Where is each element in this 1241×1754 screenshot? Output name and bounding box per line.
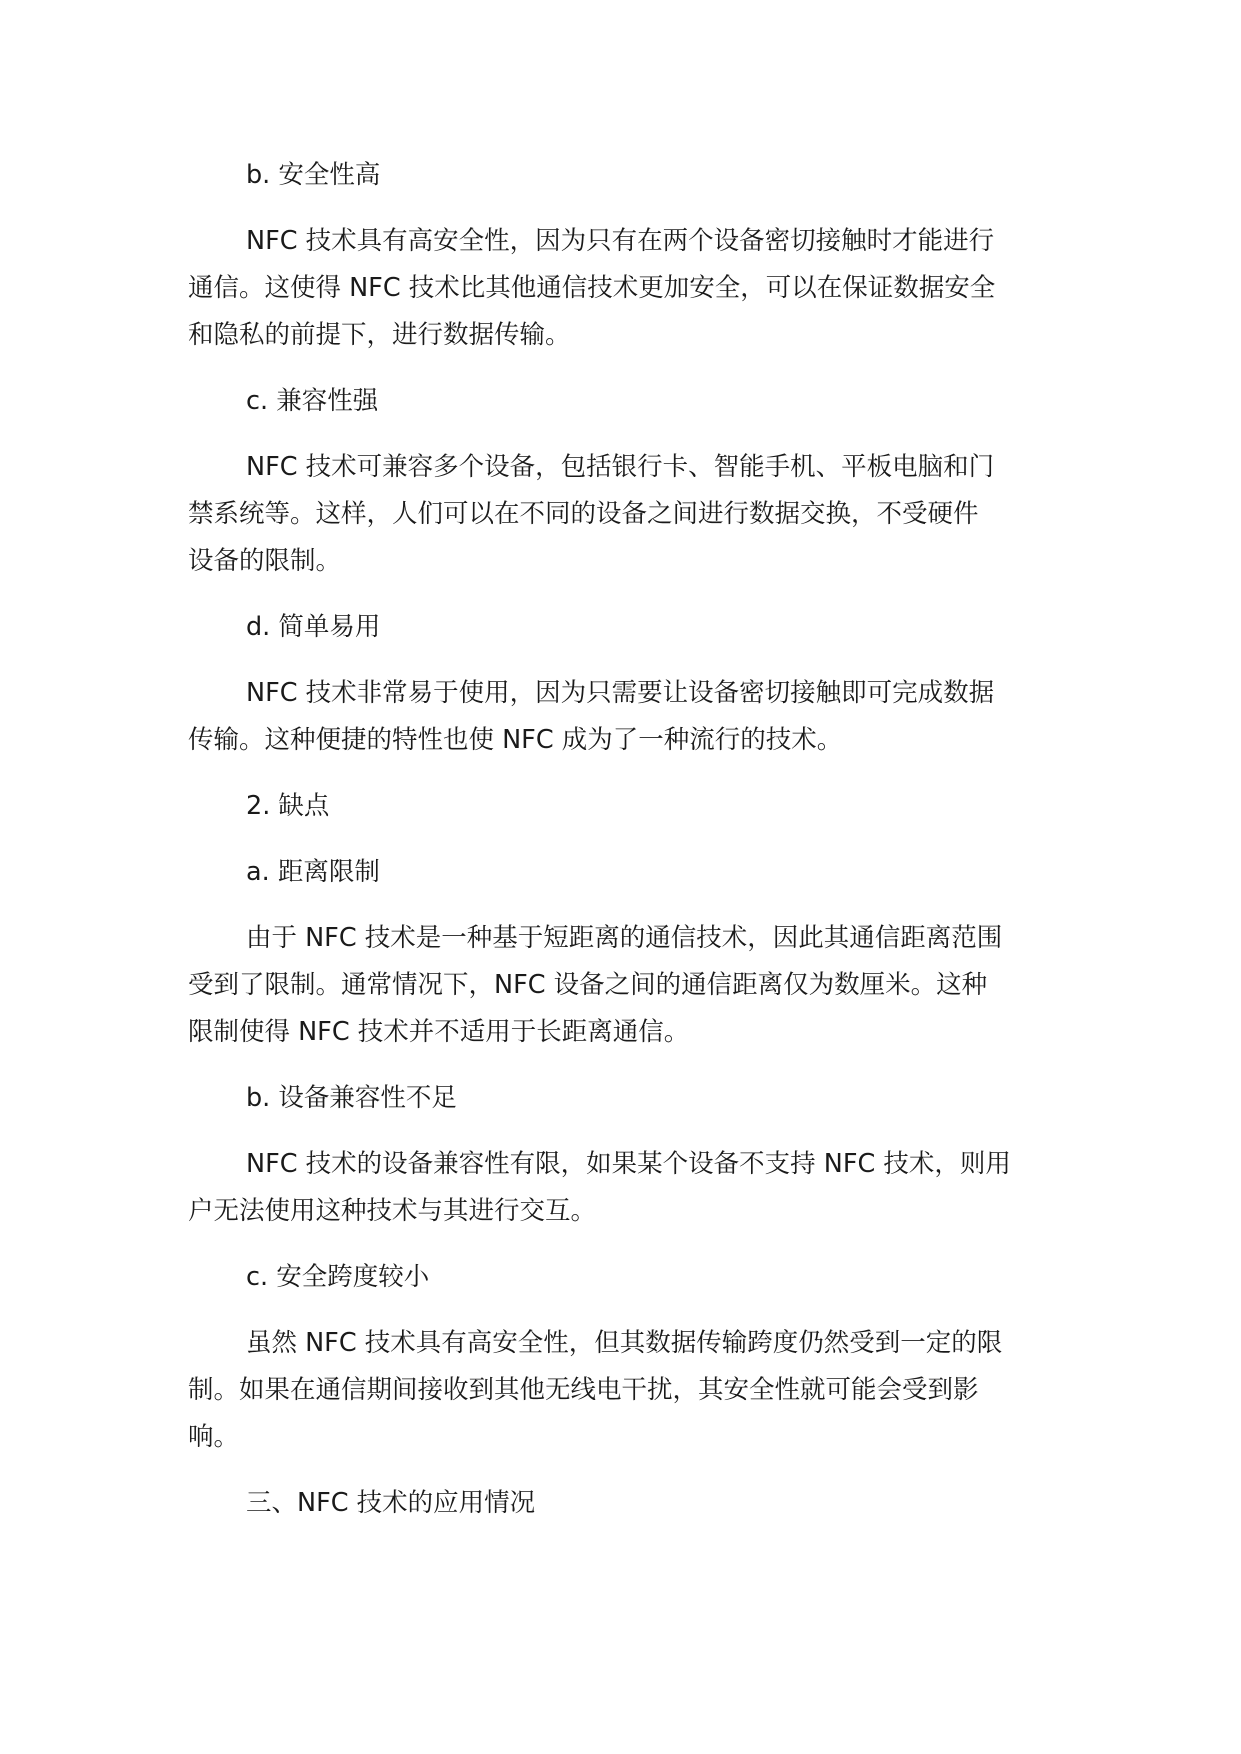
heading-line: b. 安全性高 [246, 160, 381, 190]
heading-device-compatibility [188, 1075, 1048, 1122]
paragraph-line: NFC 技术非常易于使用，因为只需要让设备密切接触即可完成数据 [246, 678, 995, 708]
paragraph-line: 禁系统等。这样，人们可以在不同的设备之间进行数据交换，不受硬件 [188, 499, 979, 529]
paragraph-line: 受到了限制。通常情况下，NFC 设备之间的通信距离仅为数厘米。这种 [188, 970, 988, 1000]
paragraph-compatibility [188, 444, 1048, 585]
paragraph-line: 由于 NFC 技术是一种基于短距离的通信技术，因此其通信距离范围 [246, 923, 1003, 953]
paragraph-line: NFC 技术具有高安全性，因为只有在两个设备密切接触时才能进行 [246, 226, 995, 256]
paragraph-security [188, 218, 1048, 359]
paragraph-line: 设备的限制。 [188, 546, 342, 576]
paragraph-line: 虽然 NFC 技术具有高安全性，但其数据传输跨度仍然受到一定的限 [246, 1328, 1003, 1358]
paragraph-ease-of-use [188, 670, 1048, 764]
paragraph-line: NFC 技术可兼容多个设备，包括银行卡、智能手机、平板电脑和门 [246, 452, 995, 482]
heading-security-span [188, 1254, 1048, 1301]
heading-compatibility [188, 378, 1048, 425]
document-body [188, 152, 1048, 1527]
heading-line: c. 兼容性强 [246, 386, 379, 416]
paragraph-device-compatibility [188, 1141, 1048, 1235]
paragraph-distance-limit [188, 915, 1048, 1056]
paragraph-line: NFC 技术的设备兼容性有限，如果某个设备不支持 NFC 技术，则用 [246, 1149, 1011, 1179]
paragraph-line: 制。如果在通信期间接收到其他无线电干扰，其安全性就可能会受到影 [188, 1375, 979, 1405]
heading-line: 三、NFC 技术的应用情况 [246, 1488, 536, 1518]
heading-line: a. 距离限制 [246, 857, 380, 887]
paragraph-line: 限制使得 NFC 技术并不适用于长距离通信。 [188, 1017, 690, 1047]
paragraph-line: 通信。这使得 NFC 技术比其他通信技术更加安全，可以在保证数据安全 [188, 273, 996, 303]
paragraph-line: 响。 [188, 1422, 240, 1452]
heading-line: b. 设备兼容性不足 [246, 1083, 457, 1113]
paragraph-line: 户无法使用这种技术与其进行交互。 [188, 1196, 597, 1226]
heading-line: 2. 缺点 [246, 791, 330, 821]
heading-line: d. 简单易用 [246, 612, 381, 642]
heading-security [188, 152, 1048, 199]
heading-ease-of-use [188, 604, 1048, 651]
paragraph-security-span [188, 1320, 1048, 1461]
paragraph-line: 和隐私的前提下，进行数据传输。 [188, 320, 571, 350]
heading-disadvantages [188, 783, 1048, 830]
paragraph-line: 传输。这种便捷的特性也使 NFC 成为了一种流行的技术。 [188, 725, 843, 755]
heading-line: c. 安全跨度较小 [246, 1262, 430, 1292]
heading-nfc-applications [188, 1480, 1048, 1527]
heading-distance-limit [188, 849, 1048, 896]
